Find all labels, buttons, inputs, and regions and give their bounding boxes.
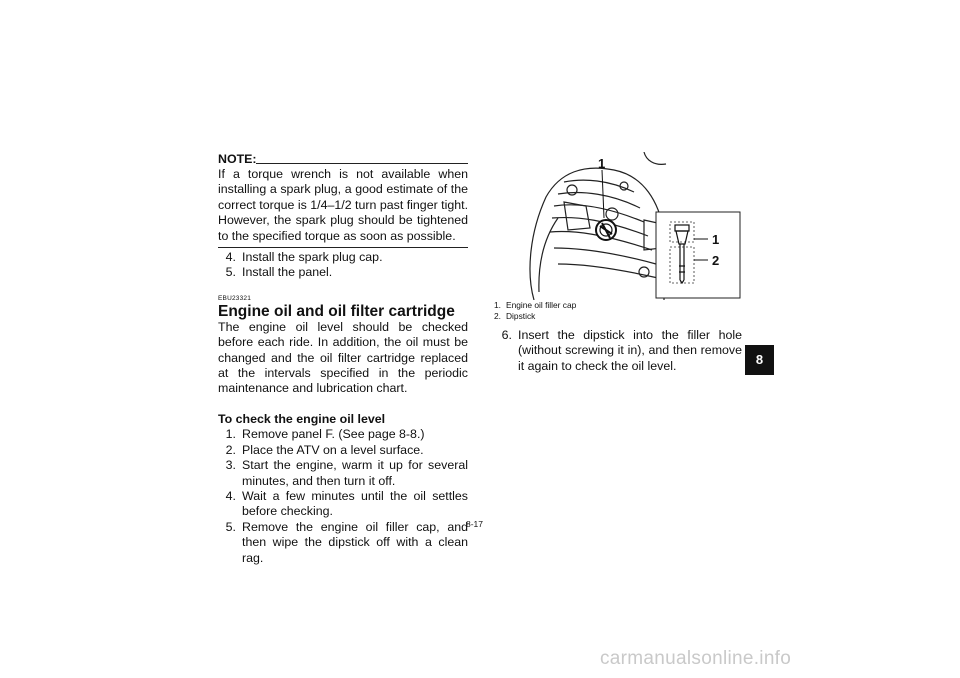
step-number: 4. — [225, 250, 236, 265]
inset-label-2: 2 — [712, 253, 720, 268]
right-column — [494, 152, 742, 374]
step-text: Remove the engine oil filler cap, and then wipe the dipstick off with a clean rag. — [242, 519, 468, 565]
caption-item — [494, 311, 742, 322]
step-text: Install the spark plug cap. — [242, 250, 383, 265]
section-title: Engine oil and oil filter cartridge — [218, 302, 455, 320]
step-number: 3. — [225, 458, 236, 473]
list-item — [218, 427, 468, 442]
step-number: 4. — [225, 488, 236, 503]
step-text: Wait a few minutes until the oil settles before checking. — [242, 488, 468, 519]
step-number: 5. — [225, 265, 236, 280]
step-text: Install the panel. — [242, 265, 333, 280]
caption-number: 2. — [494, 311, 501, 321]
figure-captions — [494, 300, 742, 322]
watermark: carmanualsonline.info — [600, 648, 792, 669]
step-number: 5. — [225, 519, 236, 534]
caption-text: Engine oil filler cap — [506, 300, 577, 310]
list-item — [218, 250, 468, 265]
subsection-title: To check the engine oil level — [218, 411, 386, 426]
list-item — [218, 458, 468, 489]
list-item — [494, 328, 742, 374]
callout-label: 1 — [598, 156, 606, 171]
note-bottom-rule — [218, 247, 468, 248]
note-top-rule — [256, 163, 468, 164]
step-text: Insert the dipstick into the filler hole (without screwing it in), and then remove it again to check the oil level. — [518, 328, 742, 373]
dipstick-inset — [656, 212, 740, 298]
step-number: 2. — [225, 442, 236, 457]
caption-text: Dipstick — [506, 311, 536, 321]
list-item — [218, 489, 468, 520]
engine-illustration — [494, 152, 742, 300]
filler-cap — [596, 220, 616, 240]
section-code: EBU23321 — [218, 294, 252, 302]
caption-number: 1. — [494, 300, 501, 310]
note-text: If a torque wrench is not available when installing a spark plug, a good estimate of the correct torque is 1/4–1/2 turn past finger tight. However, the spark plug should be tightened to the specified torque as soon as possible. — [218, 167, 469, 243]
step-text: Start the engine, warm it up for several minutes, and then turn it off. — [242, 458, 468, 488]
step-number: 6. — [501, 328, 512, 342]
list-item — [218, 265, 468, 280]
engine-oil-figure — [494, 152, 742, 300]
step-text: Remove panel F. (See page 8-8.) — [242, 427, 425, 442]
step-text: Place the ATV on a level surface. — [242, 442, 424, 457]
chapter-tab: 8 — [745, 345, 774, 375]
note-label: NOTE: — [218, 152, 257, 166]
caption-item — [494, 300, 742, 311]
section-intro: The engine oil level should be checked before each ride. In addition, the oil must be changed and the oil filter cartridge replaced at the intervals specified in the periodic maintenance and lubrication chart. — [218, 319, 468, 396]
page-number: 8-17 — [466, 519, 484, 529]
list-item — [218, 443, 468, 458]
list-item — [218, 520, 468, 566]
note-header — [218, 152, 468, 167]
inset-label-1: 1 — [712, 232, 720, 247]
step-number: 1. — [225, 427, 236, 442]
left-column — [218, 152, 468, 566]
